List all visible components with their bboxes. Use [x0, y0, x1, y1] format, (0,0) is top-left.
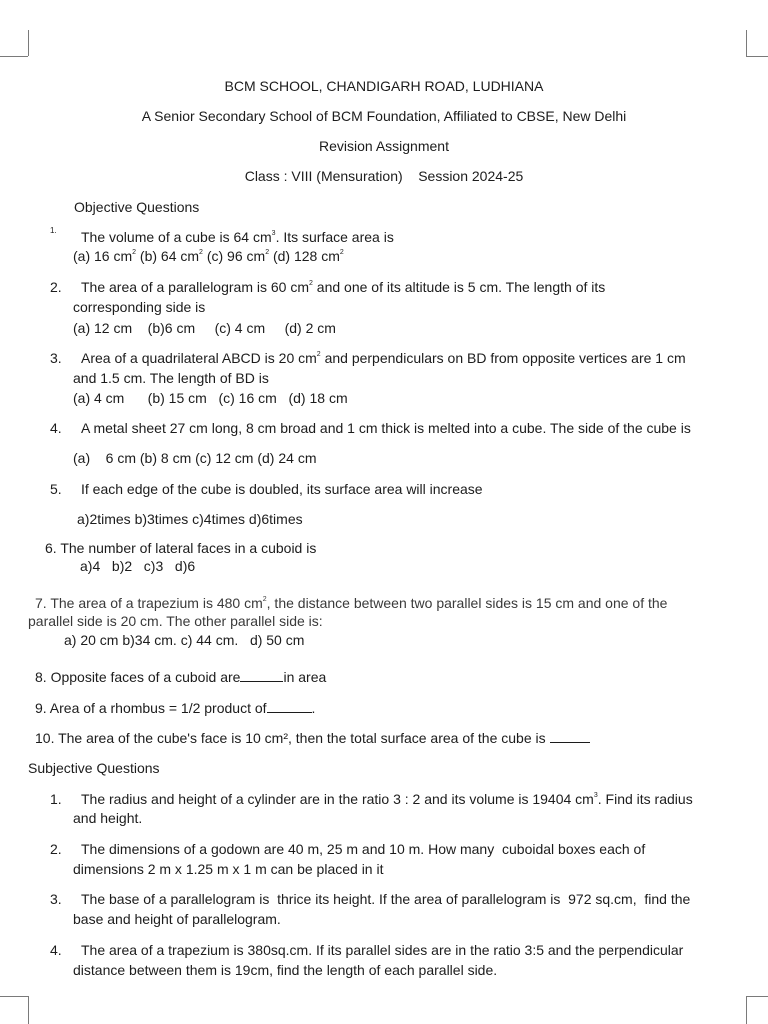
s4-number: 4. — [50, 942, 62, 958]
q1-number: 1. — [50, 226, 57, 235]
q1-options: (a) 16 $cm^2$ (b) 64 $cm^2$ (c) 96 $cm^2$ (d) 128 $cm^2$ — [73, 248, 344, 264]
s1-number: 1. — [50, 791, 62, 807]
q2-options: (a) 12 cm (b)6 cm (c) 4 cm (d) 2 cm — [73, 320, 336, 336]
school-name: BCM SCHOOL, CHANDIGARH ROAD, LUDHIANA — [224, 78, 544, 94]
q6-text: 6. The number of lateral faces in a cuboid is — [45, 540, 317, 556]
q8-answer-blank[interactable] — [240, 669, 283, 682]
q5-text: If each edge of the cube is doubled, its surface area will increase — [81, 481, 483, 497]
q2-text: The area of a parallelogram is 60 $cm^2$ and one of its altitude is 5 cm. The length of its — [81, 279, 606, 295]
school-affiliation: A Senior Secondary School of BCM Foundation, Affiliated to CBSE, New Delhi — [141, 108, 627, 124]
crop-mark-bottom-left-h — [0, 996, 28, 997]
objective-heading: Objective Questions — [74, 199, 200, 215]
q5-number: 5. — [50, 481, 62, 497]
class-session: Class : VIII (Mensuration) Session 2024-25 — [244, 168, 524, 184]
q10-answer-blank[interactable] — [550, 730, 590, 743]
q3-number: 3. — [50, 350, 62, 366]
q2-number: 2. — [50, 279, 62, 295]
s1-text: The radius and height of a cylinder are in the ratio 3 : 2 and its volume is 19404 $cm^3$. Find its radius — [81, 791, 693, 807]
s1-text-line2: and height. — [73, 810, 143, 826]
subjective-heading: Subjective Questions — [28, 760, 160, 776]
assignment-title: Revision Assignment — [319, 138, 449, 154]
s2-number: 2. — [50, 841, 62, 857]
s2-text: The dimensions of a godown are 40 m, 25 m and 10 m. How many cuboidal boxes each of — [81, 841, 646, 857]
q4-options: (a) 6 cm (b) 8 cm (c) 12 cm (d) 24 cm — [73, 450, 317, 466]
q5-options: a)2times b)3times c)4times d)6times — [77, 511, 303, 527]
s4-text: The area of a trapezium is 380sq.cm. If its parallel sides are in the ratio 3:5 and the perpendicular — [81, 942, 684, 958]
q4-text: A metal sheet 27 cm long, 8 cm broad and 1 cm thick is melted into a cube. The side of the cube is — [81, 420, 691, 436]
q9-text: 9. Area of a rhombus = 1/2 product of . — [35, 700, 316, 716]
crop-mark-top-right-h — [746, 56, 768, 57]
q3-text-line2: and 1.5 cm. The length of BD is — [73, 370, 269, 386]
crop-mark-top-right-v — [746, 30, 747, 56]
s4-text-line2: distance between them is 19cm, find the length of each parallel side. — [73, 962, 498, 978]
q7-text-line2: parallel side is 20 cm. The other parallel side is: — [28, 613, 323, 629]
q7-options: a) 20 cm b)34 cm. c) 44 cm. d) 50 cm — [64, 632, 305, 648]
q6-options: a)4 b)2 c)3 d)6 — [80, 558, 196, 574]
q8-text: 8. Opposite faces of a cuboid are in area — [35, 669, 327, 685]
q9-answer-blank[interactable] — [267, 700, 312, 713]
q3-text: Area of a quadrilateral ABCD is 20 $cm^2$ and perpendiculars on BD from opposite vertices are 1 cm — [81, 350, 686, 366]
crop-mark-top-left-h — [0, 56, 28, 57]
crop-mark-top-left-v — [28, 30, 29, 56]
q10-text: 10. The area of the cube's face is 10 cm², then the total surface area of the cube is — [35, 728, 590, 748]
s3-number: 3. — [50, 891, 62, 907]
crop-mark-bottom-left-v — [28, 996, 29, 1024]
s2-text-line2: dimensions 2 m x 1.25 m x 1 m can be placed in it — [73, 861, 384, 877]
s3-text: The base of a parallelogram is thrice its height. If the area of parallelogram is 972 sq.cm, find the — [81, 891, 691, 907]
s3-text-line2: base and height of parallelogram. — [73, 911, 281, 927]
q1-text: The volume of a cube is 64 $cm^3$. Its surface area is — [81, 229, 394, 245]
q3-options: (a) 4 cm (b) 15 cm (c) 16 cm (d) 18 cm — [73, 390, 348, 406]
crop-mark-bottom-right-h — [746, 996, 768, 997]
q7-text: 7. The area of a trapezium is 480 $cm^2$, the distance between two parallel sides is 15 cm and one of the — [35, 595, 668, 611]
crop-mark-bottom-right-v — [746, 996, 747, 1024]
q2-text-line2: corresponding side is — [73, 299, 206, 315]
q4-number: 4. — [50, 420, 62, 436]
